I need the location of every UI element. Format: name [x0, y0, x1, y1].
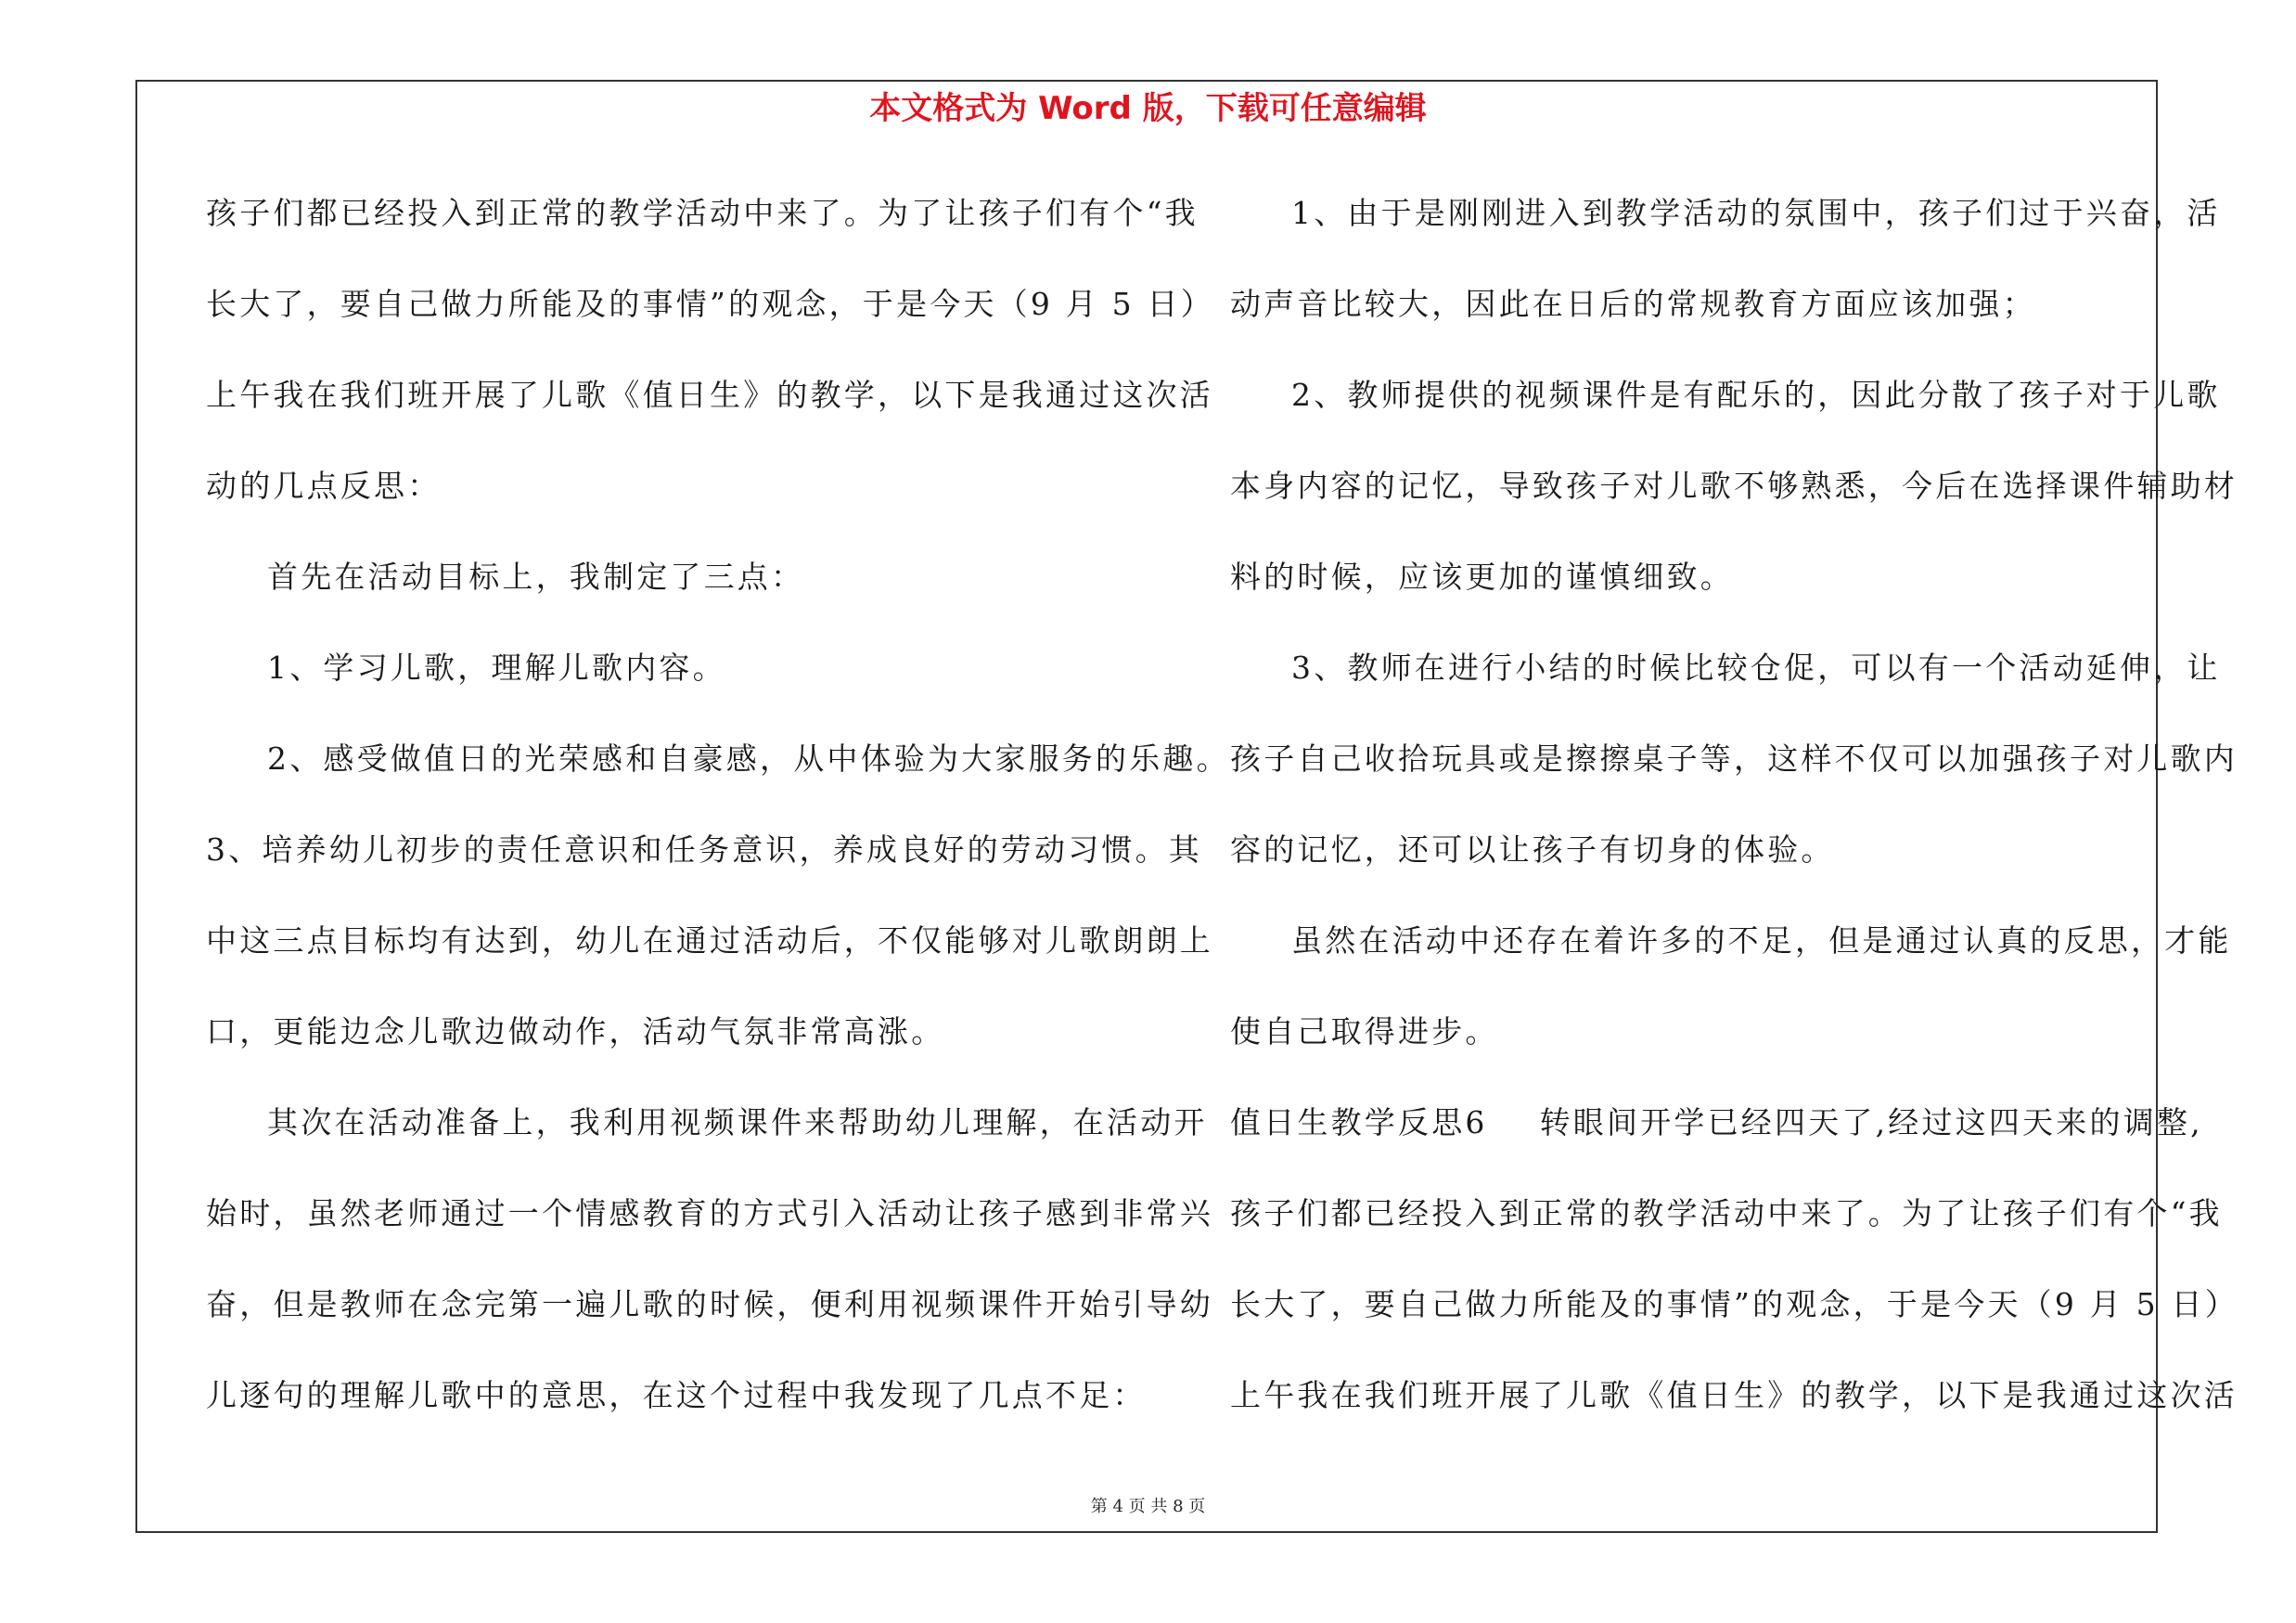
- text-line: 3、教师在进行小结的时候比较仓促，可以有一个活动延伸，让: [1291, 650, 2221, 686]
- text-line: 动声音比较大，因此在日后的常规教育方面应该加强；: [1230, 286, 2036, 322]
- text-line: 3、培养幼儿初步的责任意识和任务意识，养成良好的劳动习惯。其: [206, 831, 1202, 868]
- page-number: 第 4 页 共 8 页: [1090, 1497, 1206, 1516]
- text-line: 中这三点目标均有达到，幼儿在通过活动后，不仅能够对儿歌朗朗上: [206, 922, 1213, 959]
- text-line: 使自己取得进步。: [1230, 1013, 1499, 1050]
- text-line: 孩子们都已经投入到正常的教学活动中来了。为了让孩子们有个“我: [1230, 1195, 2223, 1231]
- text-line: 奋，但是教师在念完第一遍儿歌的时候，便利用视频课件开始引导幼: [206, 1286, 1213, 1322]
- text-line: 始时，虽然老师通过一个情感教育的方式引入活动让孩子感到非常兴: [206, 1195, 1213, 1231]
- text-line: 虽然在活动中还存在着许多的不足，但是通过认真的反思，才能: [1291, 922, 2232, 959]
- left-column: [206, 184, 1230, 1457]
- text-line: 动的几点反思：: [206, 468, 442, 504]
- text-line: 长大了，要自己做力所能及的事情”的观念，于是今天（9 月 5 日）: [206, 286, 1214, 322]
- text-line: 其次在活动准备上，我利用视频课件来帮助幼儿理解，在活动开: [267, 1104, 1208, 1140]
- section-heading: 值日生教学反思6: [1230, 1104, 1488, 1140]
- text-line: 1、学习儿歌，理解儿歌内容。: [267, 650, 726, 686]
- text-line: 料的时候，应该更加的谨慎细致。: [1230, 559, 1734, 595]
- text-line: 口，更能边念儿歌边做动作，活动气氛非常高涨。: [206, 1013, 945, 1050]
- right-column: [1230, 184, 2238, 1457]
- header-banner: 本文格式为 Word 版，下载可任意编辑: [869, 90, 1427, 127]
- text-line: 2、教师提供的视频课件是有配乐的，因此分散了孩子对于儿歌: [1291, 377, 2221, 413]
- text-line: 长大了，要自己做力所能及的事情”的观念，于是今天（9 月 5 日）: [1230, 1286, 2238, 1322]
- text-line: 1、由于是刚刚进入到教学活动的氛围中，孩子们过于兴奋，活: [1291, 195, 2221, 231]
- text-line: 上午我在我们班开展了儿歌《值日生》的教学，以下是我通过这次活: [1230, 1377, 2238, 1413]
- text-line: 上午我在我们班开展了儿歌《值日生》的教学，以下是我通过这次活: [206, 377, 1213, 413]
- section-intro-text: 转眼间开学已经四天了,经过这四天来的调整,: [1539, 1104, 2203, 1140]
- text-line: 2、感受做值日的光荣感和自豪感，从中体验为大家服务的乐趣。: [267, 741, 1230, 777]
- text-line: 本身内容的记忆，导致孩子对儿歌不够熟悉，今后在选择课件辅助材: [1230, 468, 2238, 504]
- text-line: 容的记忆，还可以让孩子有切身的体验。: [1230, 831, 1835, 868]
- section-heading-line: [1230, 1093, 2203, 1184]
- text-line: 儿逐句的理解儿歌中的意思，在这个过程中我发现了几点不足：: [206, 1377, 1147, 1413]
- text-line: 孩子们都已经投入到正常的教学活动中来了。为了让孩子们有个“我: [206, 195, 1199, 231]
- text-line: 首先在活动目标上，我制定了三点：: [267, 559, 805, 595]
- text-line: 孩子自己收拾玩具或是擦擦桌子等，这样不仅可以加强孩子对儿歌内: [1230, 741, 2238, 777]
